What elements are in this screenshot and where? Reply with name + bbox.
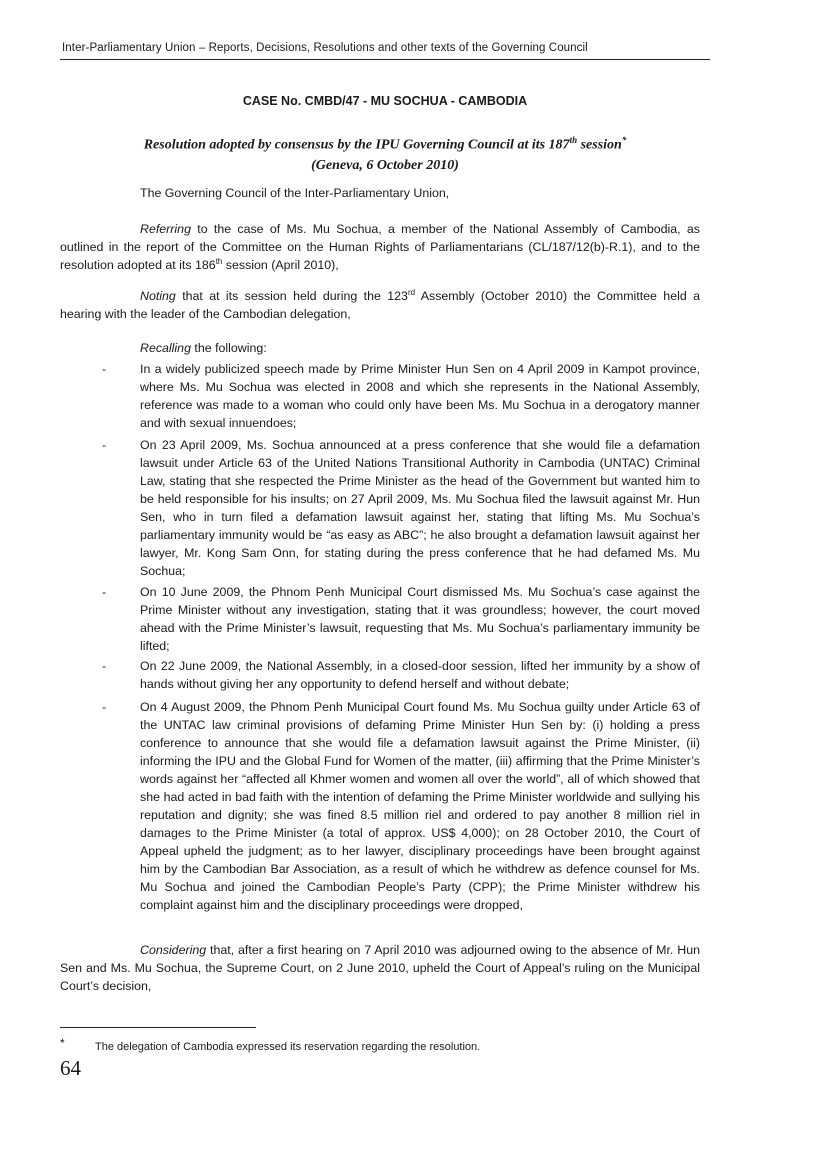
- page-number: 64: [60, 1056, 81, 1080]
- bullet-dash: -: [102, 700, 107, 714]
- case-title: CASE No. CMBD/47 - MU SOCHUA - CAMBODIA: [242, 94, 528, 108]
- list-item: In a widely publicized speech made by Prime Minister Hun Sen on 4 April 2009 in Kampot province, where Ms. Mu Sochua was elected in 2008 and which she represents in the National Assembly, reference was made to a woman who could only have been Ms. Mu Sochua in a derogatory manner and with sexual innuendoes;: [140, 362, 700, 430]
- bullet-dash: -: [102, 659, 107, 673]
- footnote-rule: [60, 1027, 256, 1028]
- list-item: On 22 June 2009, the National Assembly, in a closed-door session, lifted her immunity by a show of hands without giving her any opportunity to defend herself and without debate;: [140, 659, 700, 691]
- noting-paragraph: Noting that at its session held during the 123rd Assembly (October 2010) the Committee held a hearing with the leader of the Cambodian delegation,: [60, 287, 700, 321]
- subtitle-line-2: (Geneva, 6 October 2010): [311, 157, 459, 173]
- footnote-reference: *: [621, 135, 627, 145]
- list-item: On 4 August 2009, the Phnom Penh Municipal Court found Ms. Mu Sochua guilty under Article 63 of the UNTAC law criminal provisions of defaming Prime Minister Hun Sen by: (i) holding a press conference to announce that she would file a defamation lawsuit against the Prime Minister, (ii) informing the IPU and the Global Fund for Women of the matter, (iii) affirming that the Prime Minister’s words against her “affected all Khmer women and women all over the world”, all of which showed that she had acted in bad faith with the intention of defaming the Prime Minister worldwide and sullying his reputation and dignity; she was fined 8.5 million riel and ordered to pay another 8 million riel in damages to the Prime Minister (a total of approx. US$ 4,000); on 28 October 2010, the Court of Appeal upheld the judgment; as to her lawyer, disciplinary proceedings have been brought against him by the Cambodian Bar Association, as a result of which he withdrew as defence counsel for Ms. Mu Sochua and joined the Cambodian People’s Party (CPP); the Prime Minister withdrew his complaint against him and the disciplinary proceedings were dropped,: [140, 700, 700, 912]
- considering-paragraph: Considering that, after a first hearing on 7 April 2010 was adjourned owing to the absence of Mr. Hun Sen and Ms. Mu Sochua, the Supreme Court, on 2 June 2010, upheld the Court of Appeal’s ruling on the Municipal Court’s decision,: [60, 943, 700, 993]
- referring-paragraph: Referring to the case of Ms. Mu Sochua, a member of the National Assembly of Cambodia, as outlined in the report of the Committee on the Human Rights of Parliamentarians (CL/187/12(b)-R.1), and to the resolution adopted at its 186th session (April 2010),: [60, 222, 700, 272]
- recalling-paragraph: Recalling the following:: [140, 341, 267, 355]
- header-rule: [60, 59, 710, 60]
- bullet-dash: -: [102, 585, 107, 599]
- resolution-subtitle: [100, 130, 670, 176]
- subtitle-line-1: Resolution adopted by consensus by the IPU Governing Council at its 187th session*: [143, 135, 627, 153]
- bullet-dash: -: [102, 438, 107, 452]
- bullet-dash: -: [102, 362, 107, 376]
- list-item: On 23 April 2009, Ms. Sochua announced at a press conference that she would file a defamation lawsuit under Article 63 of the United Nations Transitional Authority in Cambodia (UNTAC) Criminal Law, stating that she respected the Prime Minister as the head of the Government but wanted him to be held responsible for his insults; on 27 April 2009, Ms. Mu Sochua filed the lawsuit against Mr. Hun Sen, who in turn filed a defamation lawsuit against her, stating that lifting Ms. Mu Sochua’s parliamentary immunity would be “as easy as ABC”; he also brought a defamation lawsuit against her lawyer, Mr. Kong Sam Onn, for stating during the press conference that he had defamed Ms. Mu Sochua;: [140, 438, 700, 578]
- running-header: Inter-Parliamentary Union – Reports, Decisions, Resolutions and other texts of the Governing Council: [62, 42, 588, 54]
- footnote-text: The delegation of Cambodia expressed its reservation regarding the resolution.: [95, 1041, 481, 1053]
- list-item: On 10 June 2009, the Phnom Penh Municipal Court dismissed Ms. Mu Sochua’s case against the Prime Minister without any investigation, stating that it was groundless; however, the court moved ahead with the Prime Minister’s lawsuit, requesting that Ms. Mu Sochua’s parliamentary immunity be lifted;: [140, 585, 700, 653]
- footnote-mark: *: [60, 1036, 65, 1050]
- intro-paragraph: The Governing Council of the Inter-Parliamentary Union,: [140, 186, 450, 200]
